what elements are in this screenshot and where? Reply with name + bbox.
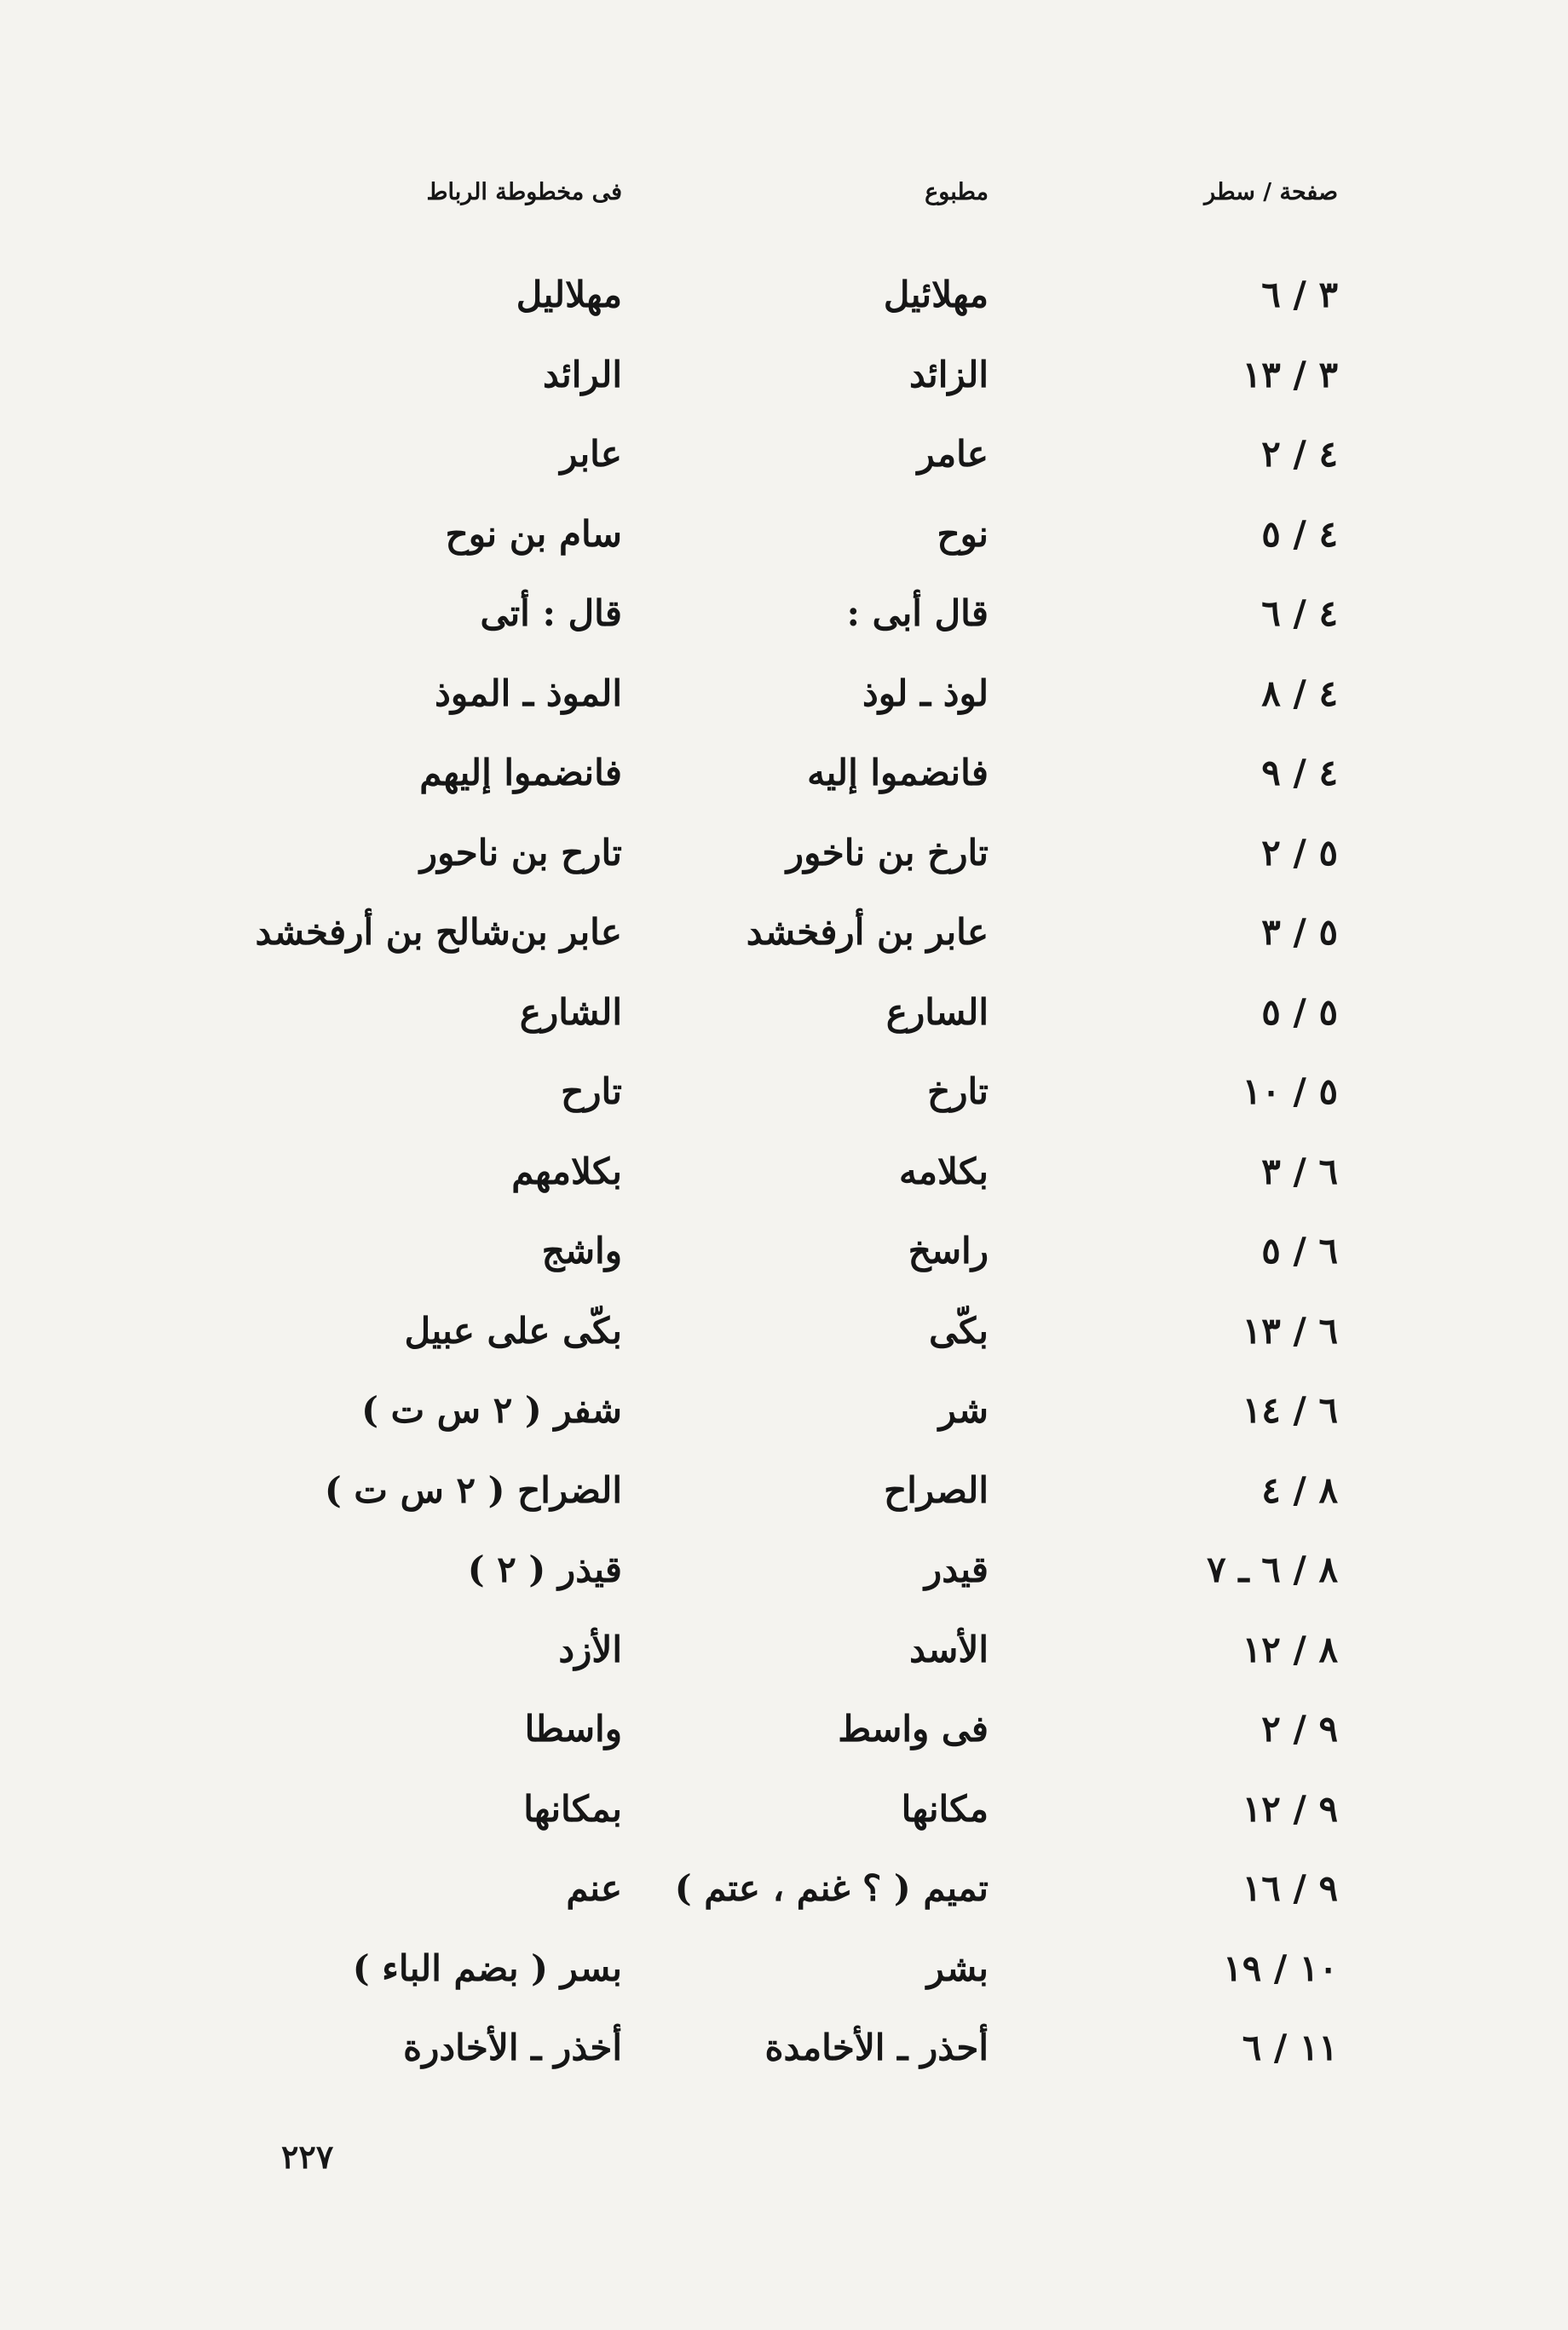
manuscript-reading: بكّى على عبيل	[404, 1309, 622, 1352]
manuscript-reading: تارح	[561, 1070, 622, 1112]
page-line-ref: ٥ / ٢	[1261, 831, 1338, 874]
table-row	[0, 420, 1568, 488]
page-line-ref: ٦ / ٣	[1261, 1150, 1338, 1192]
manuscript-reading: فانضموا إليهم	[419, 752, 622, 793]
manuscript-reading: بكلامهم	[511, 1150, 622, 1192]
printed-reading: تارخ بن ناخور	[786, 831, 989, 874]
table-row	[0, 1695, 1568, 1763]
printed-reading: فانضموا إليه	[807, 752, 989, 793]
page-line-ref: ٦ / ١٤	[1242, 1389, 1338, 1431]
table-row	[0, 1536, 1568, 1604]
page-line-ref: ٤ / ٥	[1261, 512, 1338, 555]
page-line-ref: ٣ / ١٣	[1242, 353, 1338, 395]
header-manuscript: فى مخطوطة الرباط	[426, 179, 622, 205]
table-row	[0, 819, 1568, 887]
printed-reading: السارع	[885, 990, 989, 1033]
page-line-ref: ٩ / ٢	[1261, 1708, 1338, 1750]
manuscript-reading: واسطا	[524, 1708, 622, 1750]
manuscript-reading: عنم	[566, 1867, 622, 1909]
printed-reading: قيدر	[924, 1549, 989, 1590]
table-row	[0, 1456, 1568, 1525]
table-row	[0, 1935, 1568, 2003]
table-row	[0, 2014, 1568, 2082]
table-row	[0, 341, 1568, 409]
page-line-ref: ٨ / ٤	[1261, 1468, 1338, 1511]
manuscript-reading: عابر	[560, 433, 622, 475]
manuscript-reading: مهلاليل	[516, 274, 622, 315]
table-row	[0, 1297, 1568, 1365]
table-row	[0, 580, 1568, 648]
table-row	[0, 261, 1568, 329]
page-line-ref: ٤ / ٩	[1261, 752, 1338, 793]
printed-reading: قال أبى :	[846, 592, 989, 634]
printed-reading: بكلامه	[899, 1150, 989, 1192]
printed-reading: نوح	[937, 512, 989, 555]
page-line-ref: ٦ / ٥	[1261, 1230, 1338, 1272]
manuscript-reading: الموذ ـ الموذ	[435, 672, 622, 714]
page-line-ref: ١٠ / ١٩	[1223, 1946, 1338, 1989]
printed-reading: الزائد	[908, 353, 989, 395]
manuscript-reading: قال : أتى	[480, 592, 622, 634]
printed-reading: مهلائيل	[883, 274, 989, 315]
table-row	[0, 500, 1568, 568]
printed-reading: بكّى	[929, 1309, 989, 1352]
printed-reading: راسخ	[908, 1230, 989, 1272]
page-line-ref: ٦ / ١٣	[1242, 1309, 1338, 1352]
printed-reading: مكانها	[901, 1787, 989, 1830]
printed-reading: بشر	[926, 1946, 989, 1989]
table-row	[0, 1217, 1568, 1285]
manuscript-reading: الرائد	[542, 353, 622, 395]
printed-reading: الأسد	[909, 1628, 989, 1670]
manuscript-reading: عابر بن‌شالح بن أرفخشد	[255, 911, 622, 953]
table-row	[0, 1775, 1568, 1843]
manuscript-reading: قيذر ( ٢ )	[467, 1549, 622, 1590]
table-row	[0, 1058, 1568, 1126]
table-row	[0, 1616, 1568, 1684]
table-row	[0, 1854, 1568, 1923]
table-row	[0, 660, 1568, 728]
printed-reading: فى واسط	[838, 1708, 989, 1750]
manuscript-reading: الضراح ( ٢ س ت )	[324, 1468, 622, 1511]
page-line-ref: ٥ / ٣	[1261, 911, 1338, 953]
page-line-ref: ٥ / ٥	[1261, 990, 1338, 1033]
page-line-ref: ٤ / ٦	[1261, 592, 1338, 634]
page-line-ref: ٩ / ١٢	[1242, 1787, 1338, 1830]
page-line-ref: ٨ / ٦ ـ ٧	[1207, 1549, 1338, 1590]
table-row	[0, 978, 1568, 1047]
manuscript-reading: تارح بن ناحور	[419, 831, 622, 874]
table-row	[0, 1376, 1568, 1445]
table-row	[0, 1138, 1568, 1206]
printed-reading: عابر بن أرفخشد	[746, 911, 989, 953]
header-printed: مطبوع	[925, 179, 989, 205]
page-line-ref: ٥ / ١٠	[1242, 1070, 1338, 1112]
page-line-ref: ٤ / ٢	[1261, 433, 1338, 475]
printed-reading: تميم ( ؟ غنم ، عتم )	[674, 1867, 989, 1909]
printed-reading: الصراح	[884, 1468, 989, 1511]
table-header	[0, 179, 1568, 247]
table-row	[0, 898, 1568, 966]
page-line-ref: ١١ / ٦	[1242, 2027, 1338, 2068]
manuscript-reading: بسر ( بضم الباء )	[352, 1946, 622, 1989]
manuscript-reading: الشارع	[519, 990, 622, 1033]
printed-reading: لوذ ـ لوذ	[862, 672, 989, 714]
manuscript-reading: بمكانها	[523, 1787, 622, 1830]
manuscript-reading: أخذر ـ الأخادرة	[403, 2027, 622, 2068]
printed-reading: شر	[938, 1389, 989, 1431]
page-line-ref: ٨ / ١٢	[1242, 1628, 1338, 1670]
manuscript-reading: شفر ( ٢ س ت )	[361, 1389, 622, 1431]
manuscript-reading: واشج	[541, 1230, 622, 1272]
page-number: ٢٢٧	[281, 2137, 334, 2176]
manuscript-reading: سام بن نوح	[445, 512, 622, 555]
printed-reading: تارخ	[927, 1070, 989, 1112]
printed-reading: عامر	[917, 433, 989, 475]
printed-reading: أحذر ـ الأخامدة	[764, 2027, 989, 2068]
manuscript-reading: الأزد	[558, 1628, 622, 1670]
page-line-ref: ٩ / ١٦	[1242, 1867, 1338, 1909]
header-page-line: صفحة / سطر	[1204, 179, 1338, 205]
table-row	[0, 739, 1568, 807]
page-line-ref: ٤ / ٨	[1261, 672, 1338, 714]
page-line-ref: ٣ / ٦	[1261, 274, 1338, 315]
